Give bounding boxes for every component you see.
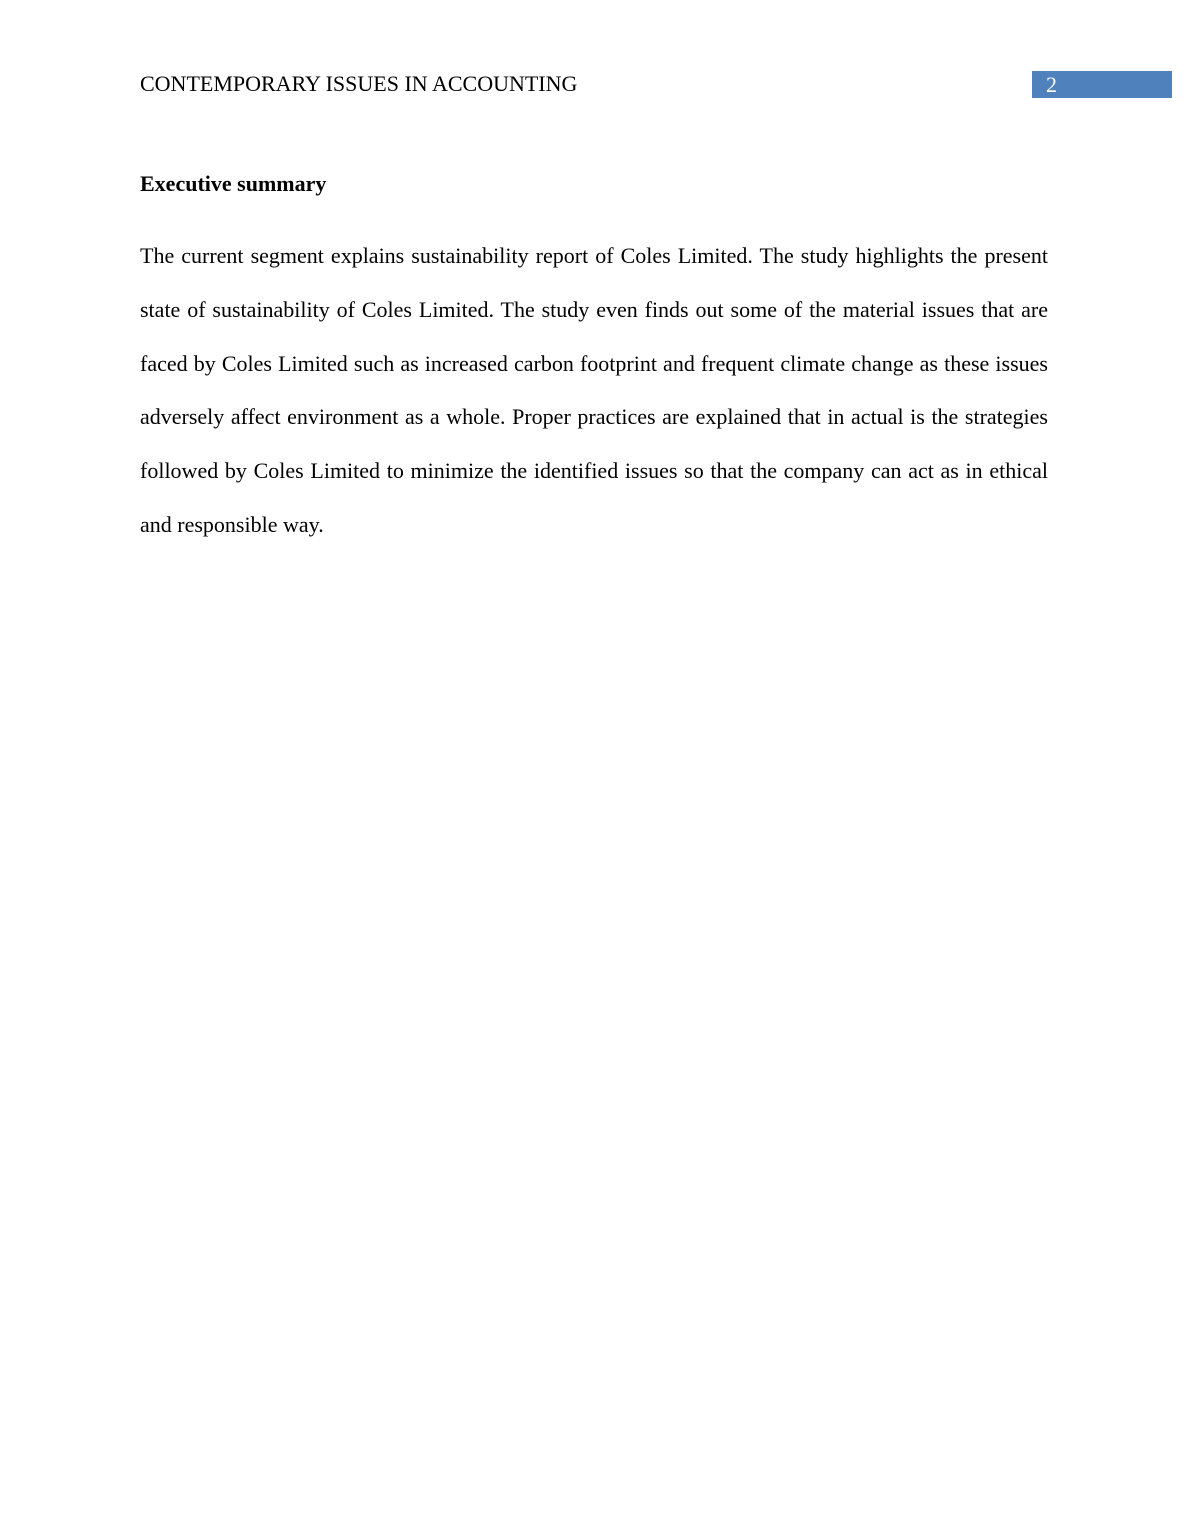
body-paragraph: The current segment explains sustainability report of Coles Limited. The study highlights the present state of sustainability of Coles Limited. The study even finds out some of the material issues that are faced by Coles Limited such as increased carbon footprint and frequent climate change as these issues adversely affect environment as a whole. Proper practices are explained that in actual is the strategies followed by Coles Limited to minimize the identified issues so that the company can act as in ethical and responsible way. xyxy=(140,243,1048,537)
section-heading: Executive summary xyxy=(140,171,327,196)
running-header-title: CONTEMPORARY ISSUES IN ACCOUNTING xyxy=(140,71,578,96)
page-number-badge xyxy=(1032,71,1172,98)
page-number: 2 xyxy=(1046,72,1057,97)
